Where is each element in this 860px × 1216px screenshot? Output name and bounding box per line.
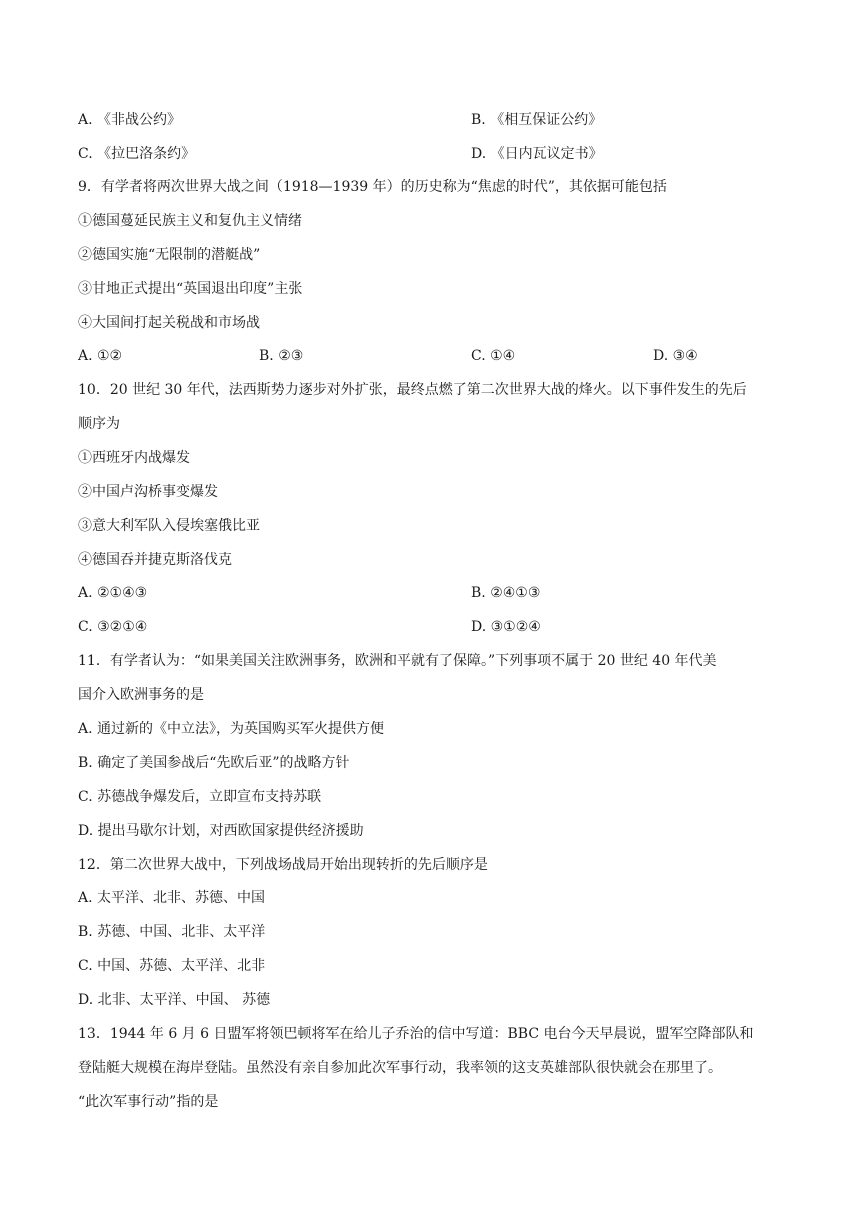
- q9-item-1: ①德国蔓延民族主义和复仇主义情绪: [78, 213, 302, 229]
- q8-option-d: D. 《日内瓦议定书》: [471, 146, 603, 162]
- q10-stem-line2: 顺序为: [78, 416, 120, 432]
- q8-option-a: A. 《非战公约》: [78, 112, 182, 128]
- q9-item-2: ②德国实施“无限制的潜艇战”: [78, 247, 261, 263]
- q10-item-3: ③意大利军队入侵埃塞俄比亚: [78, 518, 260, 534]
- q12-option-d: D. 北非、太平洋、中国、 苏德: [78, 992, 271, 1008]
- q11-stem-line1: 11．有学者认为：“如果美国关注欧洲事务，欧洲和平就有了保障。”下列事项不属于 20 世纪 40 年代美: [78, 653, 717, 669]
- q9-option-a: A. ①②: [78, 348, 123, 364]
- q10-option-a: A. ②①④③: [78, 585, 148, 601]
- q11-option-a: A. 通过新的《中立法》，为英国购买军火提供方便: [78, 721, 385, 737]
- q12-option-b: B. 苏德、中国、北非、太平洋: [78, 924, 266, 940]
- q11-option-d: D. 提出马歇尔计划，对西欧国家提供经济援助: [78, 823, 364, 839]
- q8-option-b: B. 《相互保证公约》: [471, 112, 603, 128]
- q12-stem: 12．第二次世界大战中，下列战场战局开始出现转折的先后顺序是: [78, 857, 488, 873]
- q9-option-d: D. ③④: [653, 348, 698, 364]
- q13-stem-line1: 13．1944 年 6 月 6 日盟军将领巴顿将军在给儿子乔治的信中写道：BBC 电台今天早晨说，盟军空降部队和: [78, 1026, 754, 1042]
- q9-option-b: B. ②③: [259, 348, 304, 364]
- q13-stem-line3: “此次军事行动”指的是: [78, 1094, 219, 1110]
- q12-option-a: A. 太平洋、北非、苏德、中国: [78, 890, 266, 906]
- q8-option-c: C. 《拉巴洛条约》: [78, 146, 196, 162]
- q10-item-2: ②中国卢沟桥事变爆发: [78, 484, 218, 500]
- q10-option-c: C. ③②①④: [78, 619, 148, 635]
- q10-stem-line1: 10．20 世纪 30 年代，法西斯势力逐步对外扩张，最终点燃了第二次世界大战的烽火。以下事件发生的先后: [78, 382, 747, 398]
- q13-stem-line2: 登陆艇大规模在海岸登陆。虽然没有亲自参加此次军事行动，我率领的这支英雄部队很快就会在那里了。: [78, 1060, 722, 1076]
- q10-option-d: D. ③①②④: [471, 619, 541, 635]
- q9-stem: 9．有学者将两次世界大战之间（1918—1939 年）的历史称为“焦虑的时代”，其依据可能包括: [78, 179, 667, 195]
- q9-option-c: C. ①④: [471, 348, 516, 364]
- q10-item-4: ④德国吞并捷克斯洛伐克: [78, 552, 232, 568]
- q11-stem-line2: 国介入欧洲事务的是: [78, 687, 204, 703]
- q9-item-3: ③甘地正式提出“英国退出印度”主张: [78, 281, 303, 297]
- q11-option-b: B. 确定了美国参战后“先欧后亚”的战略方针: [78, 755, 350, 771]
- q10-option-b: B. ②④①③: [471, 585, 541, 601]
- q11-option-c: C. 苏德战争爆发后，立即宣布支持苏联: [78, 789, 322, 805]
- q12-option-c: C. 中国、苏德、太平洋、北非: [78, 958, 266, 974]
- q10-item-1: ①西班牙内战爆发: [78, 450, 190, 466]
- q9-item-4: ④大国间打起关税战和市场战: [78, 315, 260, 331]
